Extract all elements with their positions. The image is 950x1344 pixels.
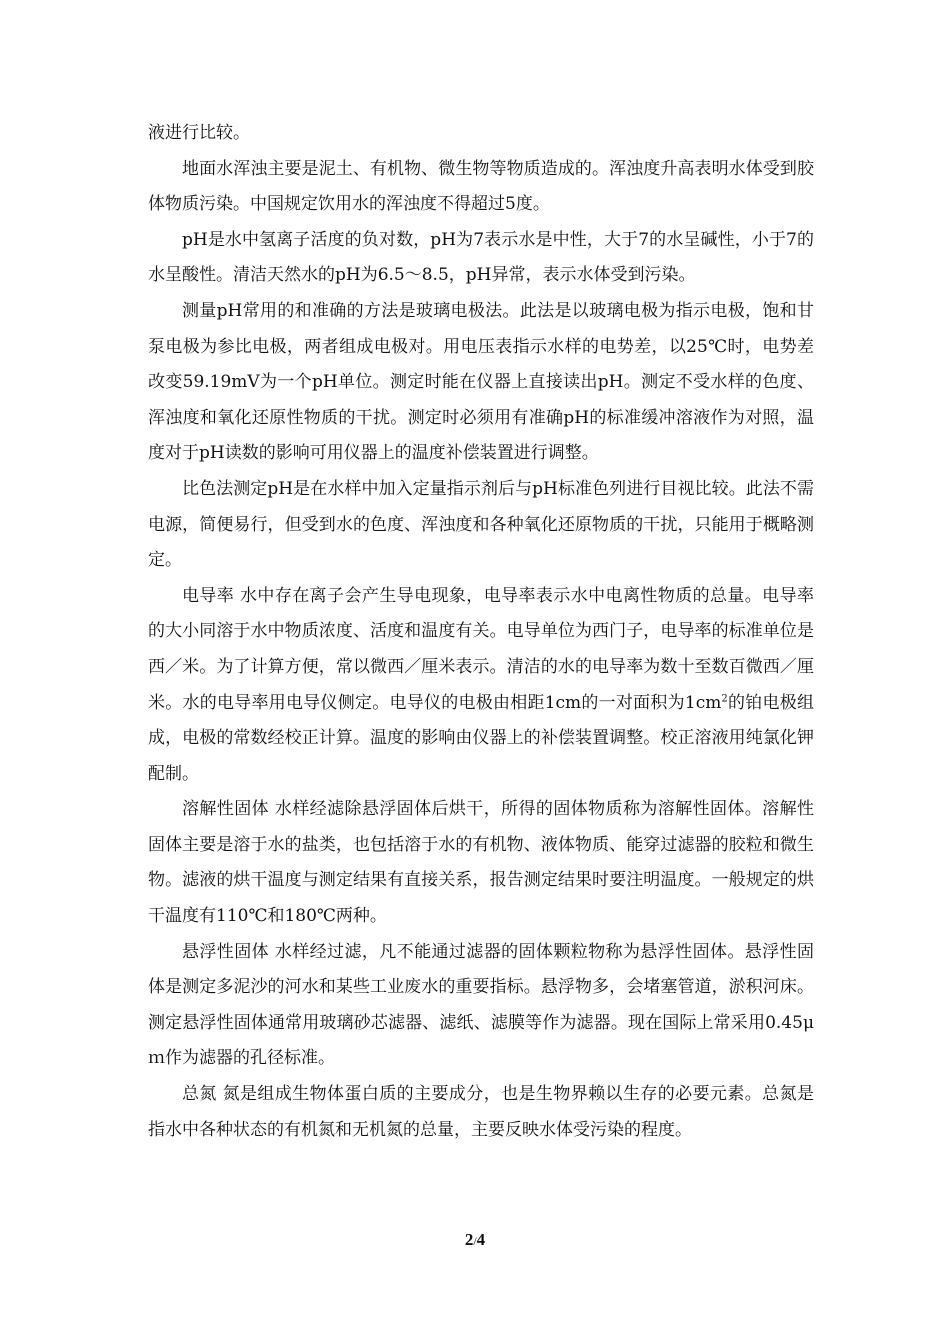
page-total: 4 [476,1230,486,1249]
paragraph-dissolved-solids: 溶解性固体 水样经滤除悬浮固体后烘干，所得的固体物质称为溶解性固体。溶解性固体主要是溶于水的盐类，也包括溶于水的有机物、液体物质、能穿过滤器的胶粒和微生物。滤液的烘干温度与测定结果有直接关系，报告测定结果时要注明温度。一般规定的烘干温度有110℃和180℃两种。 [148,799,814,927]
page-current: 2 [464,1230,474,1249]
paragraph-total-nitrogen: 总氮 氮是组成生物体蛋白质的主要成分，也是生物界赖以生存的必要元素。总氮是指水中各种状态的有机氮和无机氮的总量，主要反映水体受污染的程度。 [148,1084,814,1140]
conductivity-text-part1: 电导率 水中存在离子会产生导电现象，电导率表示水中电离性物质的总量。电导率的大小同溶于水中物质浓度、活度和温度有关。电导单位为西门子，电导率的标准单位是西／米。为了计算方便，常以微西／厘米表示。清洁的水的电导率为数十至数百微西／厘米。水的电导率用电导仪侧定。电导仪的电极由相距1cm的一对面积为1cm [148,585,814,713]
paragraph-conductivity [148,579,814,793]
paragraph-suspended-solids: 悬浮性固体 水样经过滤，凡不能通过滤器的固体颗粒物称为悬浮性固体。悬浮性固体是测定多泥沙的河水和某些工业废水的重要指标。悬浮物多，会堵塞管道，淤积河床。测定悬浮性固体通常用玻璃砂芯滤器、滤纸、滤膜等作为滤器。现在国际上常采用0.45μｍ作为滤器的孔径标准。 [148,941,814,1069]
paragraph-ph-colorimetric: 比色法测定pH是在水样中加入定量指示剂后与pH标准色列进行目视比较。此法不需电源，简便易行，但受到水的色度、浑浊度和各种氧化还原物质的干扰，只能用于概略测定。 [148,478,814,571]
superscript-squared: 2 [721,692,728,704]
document-body [148,116,814,1148]
paragraph-continuation: 液进行比较。 [148,123,250,143]
paragraph-ph-glass-electrode: 测量pH常用的和准确的方法是玻璃电极法。此法是以玻璃电极为指示电极，饱和甘泵电极为参比电极，两者组成电极对。用电压表指示水样的电势差，以25℃时，电势差改变59.19mV为一个pH单位。测定时能在仪器上直接读出pH。测定不受水样的色度、浑浊度和氧化还原性物质的干扰。测定时必须用有准确pH的标准缓冲溶液作为对照，温度对于pH读数的影响可用仪器上的温度补偿装置进行调整。 [148,300,814,464]
conductivity-text-part2: 的铂电极组成，电极的常数经校正计算。温度的影响由仪器上的补偿装置调整。校正溶液用纯氯化钾配制。 [148,692,814,784]
page-number [0,1230,950,1250]
page-separator: / [473,1234,477,1248]
paragraph-ph-definition: pH是水中氢离子活度的负对数，pH为7表示水是中性，大于7的水呈碱性，小于7的水呈酸性。清洁天然水的pH为6.5～8.5，pH异常，表示水体受到污染。 [148,229,814,286]
paragraph-turbidity: 地面水浑浊主要是泥土、有机物、微生物等物质造成的。浑浊度升高表明水体受到胶体物质污染。中国规定饮用水的浑浊度不得超过5度。 [148,158,814,215]
